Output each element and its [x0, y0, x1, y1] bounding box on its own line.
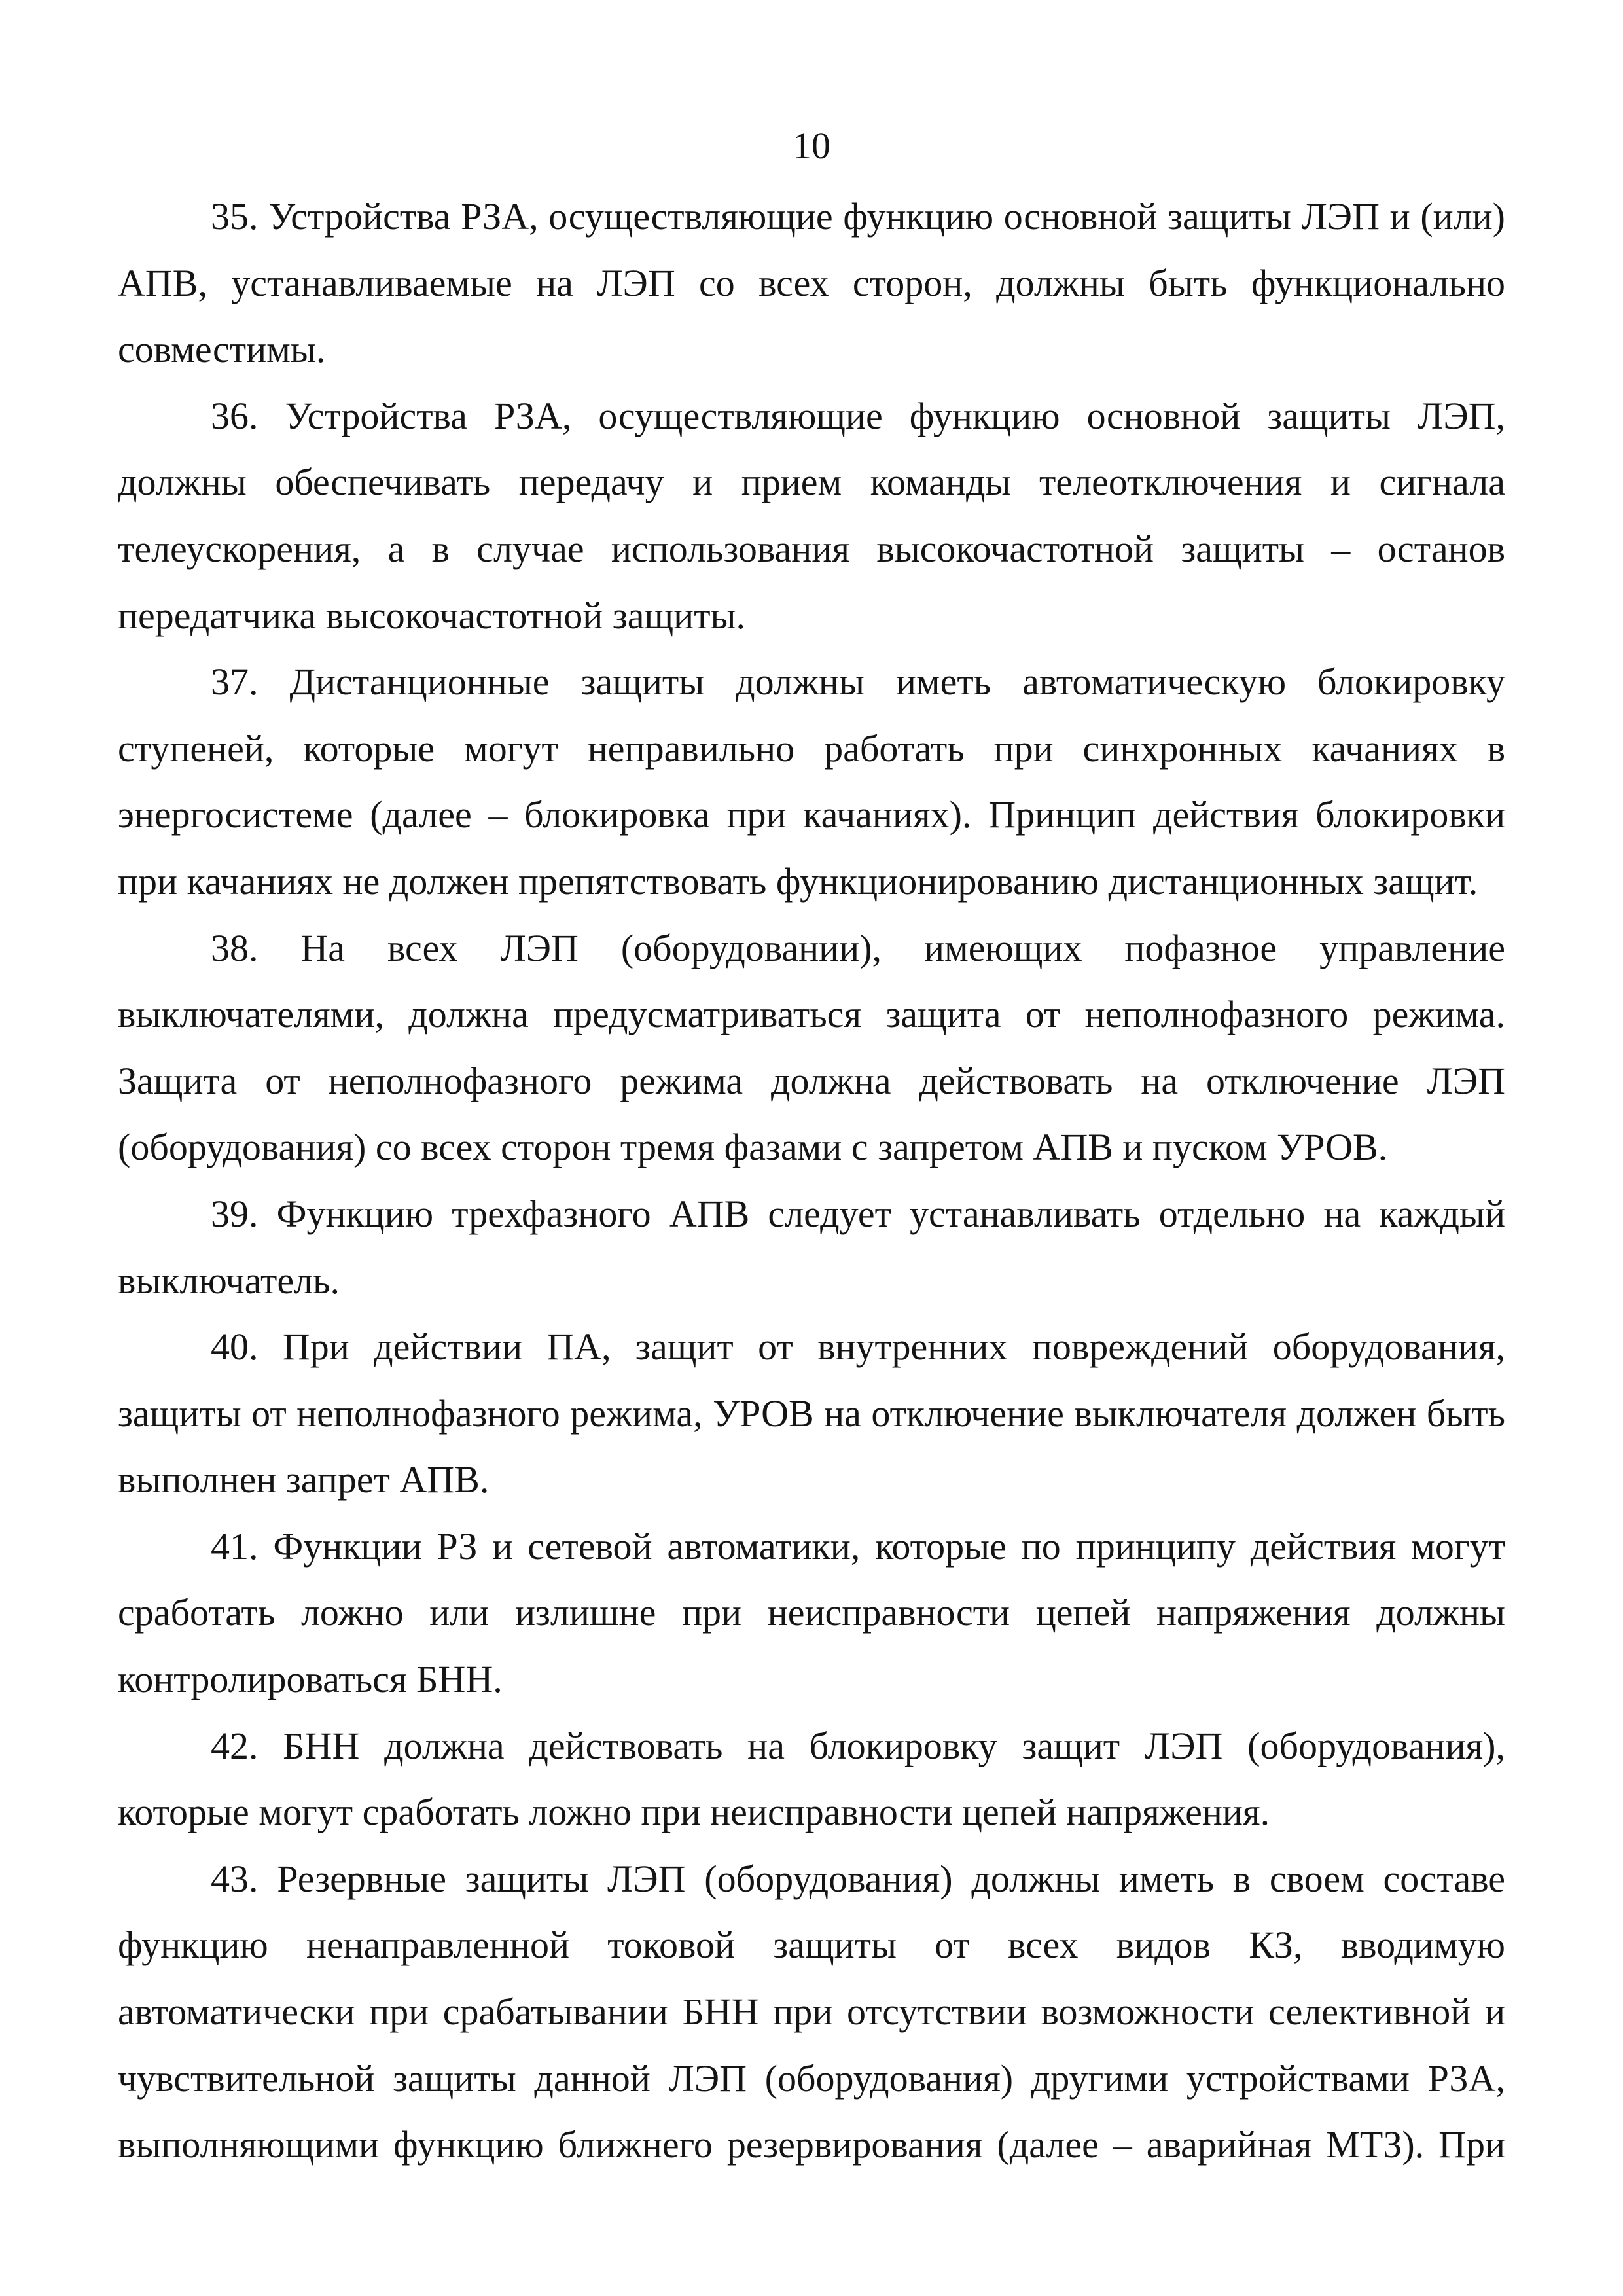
- paragraph-42: 42. БНН должна действовать на блокировку защит ЛЭП (оборудования), которые могут сработать ложно при неисправности цепей напряжения.: [118, 1724, 1505, 1834]
- paragraph-35: 35. Устройства РЗА, осуществляющие функцию основной защиты ЛЭП и (или) АПВ, устанавливаемые на ЛЭП со всех сторон, должны быть функционально совместимы.: [118, 195, 1505, 371]
- page-number: 10: [793, 124, 830, 167]
- paragraph-36: 36. Устройства РЗА, осуществляющие функцию основной защиты ЛЭП, должны обеспечивать передачу и прием команды телеотключения и сигнала телеускорения, а в случае использования высокочастотной защиты – останов передатчика высокочастотной защиты.: [118, 394, 1505, 637]
- paragraph-41: 41. Функции РЗ и сетевой автоматики, которые по принципу действия могут сработать ложно или излишне при неисправности цепей напряжения должны контролироваться БНН.: [118, 1524, 1505, 1701]
- paragraph-43: 43. Резервные защиты ЛЭП (оборудования) должны иметь в своем составе функцию ненаправленной токовой защиты от всех видов КЗ, вводимую автоматически при срабатывании БНН при отсутствии возможности селективной и чувствительной защиты данной ЛЭП (оборудования) другими устройствами РЗА, выполняющими функцию ближнего резервирования (далее – аварийная МТЗ). При: [118, 1857, 1505, 2166]
- paragraph-38: 38. На всех ЛЭП (оборудовании), имеющих пофазное управление выключателями, должна предусматриваться защита от неполнофазного режима. Защита от неполнофазного режима должна действовать на отключение ЛЭП (оборудования) со всех сторон тремя фазами с запретом АПВ и пуском УРОВ.: [118, 926, 1505, 1169]
- paragraph-39: 39. Функцию трехфазного АПВ следует устанавливать отдельно на каждый выключатель.: [118, 1192, 1505, 1302]
- document-body: [118, 183, 1505, 2178]
- paragraph-37: 37. Дистанционные защиты должны иметь автоматическую блокировку ступеней, которые могут неправильно работать при синхронных качаниях в энергосистеме (далее – блокировка при качаниях). Принцип действия блокировки при качаниях не должен препятствовать функционированию дистанционных защит.: [118, 660, 1505, 903]
- paragraph-40: 40. При действии ПА, защит от внутренних повреждений оборудования, защиты от неполнофазного режима, УРОВ на отключение выключателя должен быть выполнен запрет АПВ.: [118, 1325, 1505, 1501]
